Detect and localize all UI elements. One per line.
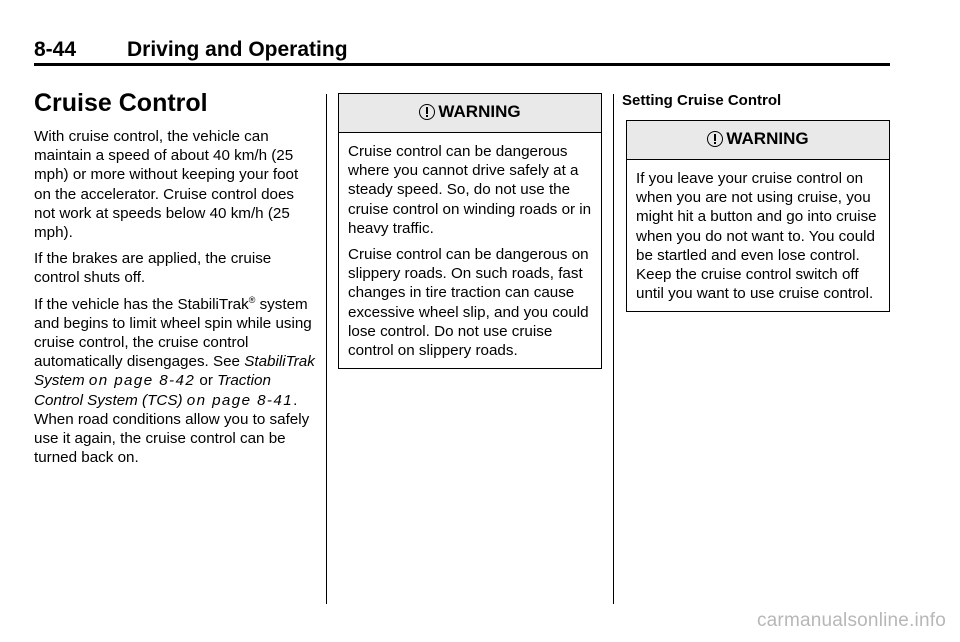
text-segment: If the vehicle has the StabiliTrak <box>34 295 249 313</box>
warning-header <box>339 94 601 133</box>
paragraph-stabilitrak <box>34 295 317 468</box>
warning-icon <box>707 131 723 147</box>
header-rule <box>34 63 890 66</box>
subheading: Setting Cruise Control <box>622 92 782 109</box>
tcs-link[interactable]: Traction Control System (TCS) <box>34 372 271 409</box>
warning-label: WARNING <box>438 102 521 121</box>
tcs-page-ref[interactable]: on page 8-41 <box>186 391 294 409</box>
registered-mark: ® <box>248 294 256 305</box>
warning-paragraph: Cruise control can be dangerous where you cannot drive safely at a steady speed. So, do not use the cruise control on winding roads or in heavy traffic. <box>348 143 592 237</box>
paragraph-intro: With cruise control, the vehicle can maintain a speed of about 40 km/h (25 mph) or more without keeping your foot on the accelerator. Cruise control does not work at speeds below 40 km/h (25 mph). <box>34 128 299 242</box>
paragraph-brakes: If the brakes are applied, the cruise control shuts off. <box>34 250 272 287</box>
warning-label: WARNING <box>726 129 809 148</box>
section-title: Driving and Operating <box>127 38 348 61</box>
warning-body <box>627 160 889 311</box>
warning-body <box>339 133 601 368</box>
warning-paragraph: Cruise control can be dangerous on slippery roads. On such roads, fast changes in tire traction can cause excessive wheel slip, and you could lose control. Do not use cruise control on slippery roads. <box>348 246 589 360</box>
page-title: Cruise Control <box>34 89 208 117</box>
text-segment: . When road conditions allow you to safely use it again, the cruise control can be turned back on. <box>34 391 310 467</box>
column-1-text <box>34 127 317 474</box>
warning-paragraph: If you leave your cruise control on when you are not using cruise, you might hit a button and go into cruise when you do not want to. You could be startled and even lose control. Keep the cruise control switch off until you want to use cruise control. <box>636 170 877 303</box>
stabilitrak-link[interactable]: StabiliTrak System <box>34 353 315 390</box>
column-divider-1 <box>326 94 327 604</box>
warning-box-2 <box>626 120 890 312</box>
text-segment: system and begins to limit wheel spin while using cruise control, the cruise control automatically disengages. See <box>34 295 312 371</box>
page-number: 8-44 <box>34 38 77 61</box>
warning-box-1 <box>338 93 602 369</box>
warning-header <box>627 121 889 160</box>
stabilitrak-page-ref[interactable]: on page 8-42 <box>88 372 196 390</box>
column-divider-2 <box>613 94 614 604</box>
watermark-text: carmanualsonline.info <box>756 610 946 631</box>
warning-icon <box>419 104 435 120</box>
text-segment: or <box>195 372 218 390</box>
